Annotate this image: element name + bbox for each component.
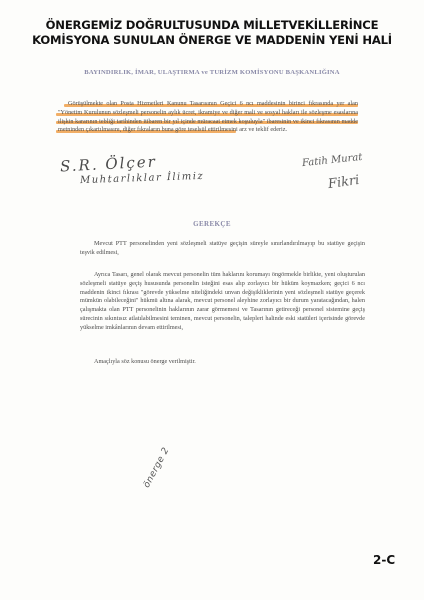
signature-left-name: S.R. Ölçer (59, 152, 158, 176)
signature-right-sign: Fikri (327, 172, 361, 193)
reason-paragraph-1: Mevcut PTT personelinden yeni sözleşmeli statüye geçişin süreyle sınırlandırılmayıp bu statüye geçişin teşvik edilmesi, (80, 240, 365, 256)
reason-heading: GEREKÇE (193, 220, 231, 228)
handwritten-note: önerge 2 (142, 445, 172, 490)
title-line-1: ÖNERGEMİZ DOĞRULTUSUNDA MİLLETVEKİLLERİNCE (45, 18, 379, 32)
title-line-2: KOMİSYONA SUNULAN ÖNERGE VE MADDENİN YENİ HALİ (32, 33, 392, 47)
signature-right-name: Fatih Murat (301, 151, 363, 170)
reason-paragraph-2: Ayrıca Tasarı, genel olarak mevcut personelin tüm haklarını korumayı öngörmekle birlikte, yeni oluşturulan sözleşmeli statüye geçiş hususunda personelin isteğini esas alıp zorlayıcı bir hüküm koymazken; geçici 6 ncı maddenin ikinci fıkrası "görevde yükselme niteliğindeki unvan değişikliklerinin yeni sözleşmeli statüye geçerek mümkün olabileceğini" hükmü altına alarak, mevcut personel aleyhine zorlayıcı bir durum yaratacağından, halen çalışmakta olan PTT personelinin haklarının zarar görmemesi ve Tasarının getireceği personel sistemine geçiş sürecinin sıkıntısız atlatılabilmesini teminen, mevcut personelin, talepleri halinde eski statüleri içerisinde görevde yükselme imkânlarının devam ettirilmesi, (80, 271, 365, 331)
signature-left-title: Muhtarlıklar İlimiz (79, 170, 205, 187)
committee-heading: BAYINDIRLIK, İMAR, ULAŞTIRMA ve TURİZM KOMİSYONU BAŞKANLIĞINA (84, 69, 340, 76)
reason-paragraph-3: Amaçlıyla söz konusu önerge verilmiştir. (94, 358, 196, 365)
document-title (0, 18, 424, 48)
page-number: 2-C (373, 553, 396, 567)
motion-text: Görüşülmekte olan Posta Hizmetleri Kanunu Tasarısının Geçici 6 ncı maddesinin birinci fıkrasında yer alan "Yönetim Kurulunun sözleşmeli personelin aylık ücret, ikramiye ve diğer mali ve sosyal hakları ile sözleşme esaslarına ilişkin kararının tebliği tarihinden itibaren bir yıl içinde müracaat etmek koşuluyla" ibaresinin ve ikinci fıkrasının madde metninden çıkartılmasını, diğer fıkraların buna göre teselsül ettirilmesini arz ve teklif ederiz. (58, 100, 358, 134)
